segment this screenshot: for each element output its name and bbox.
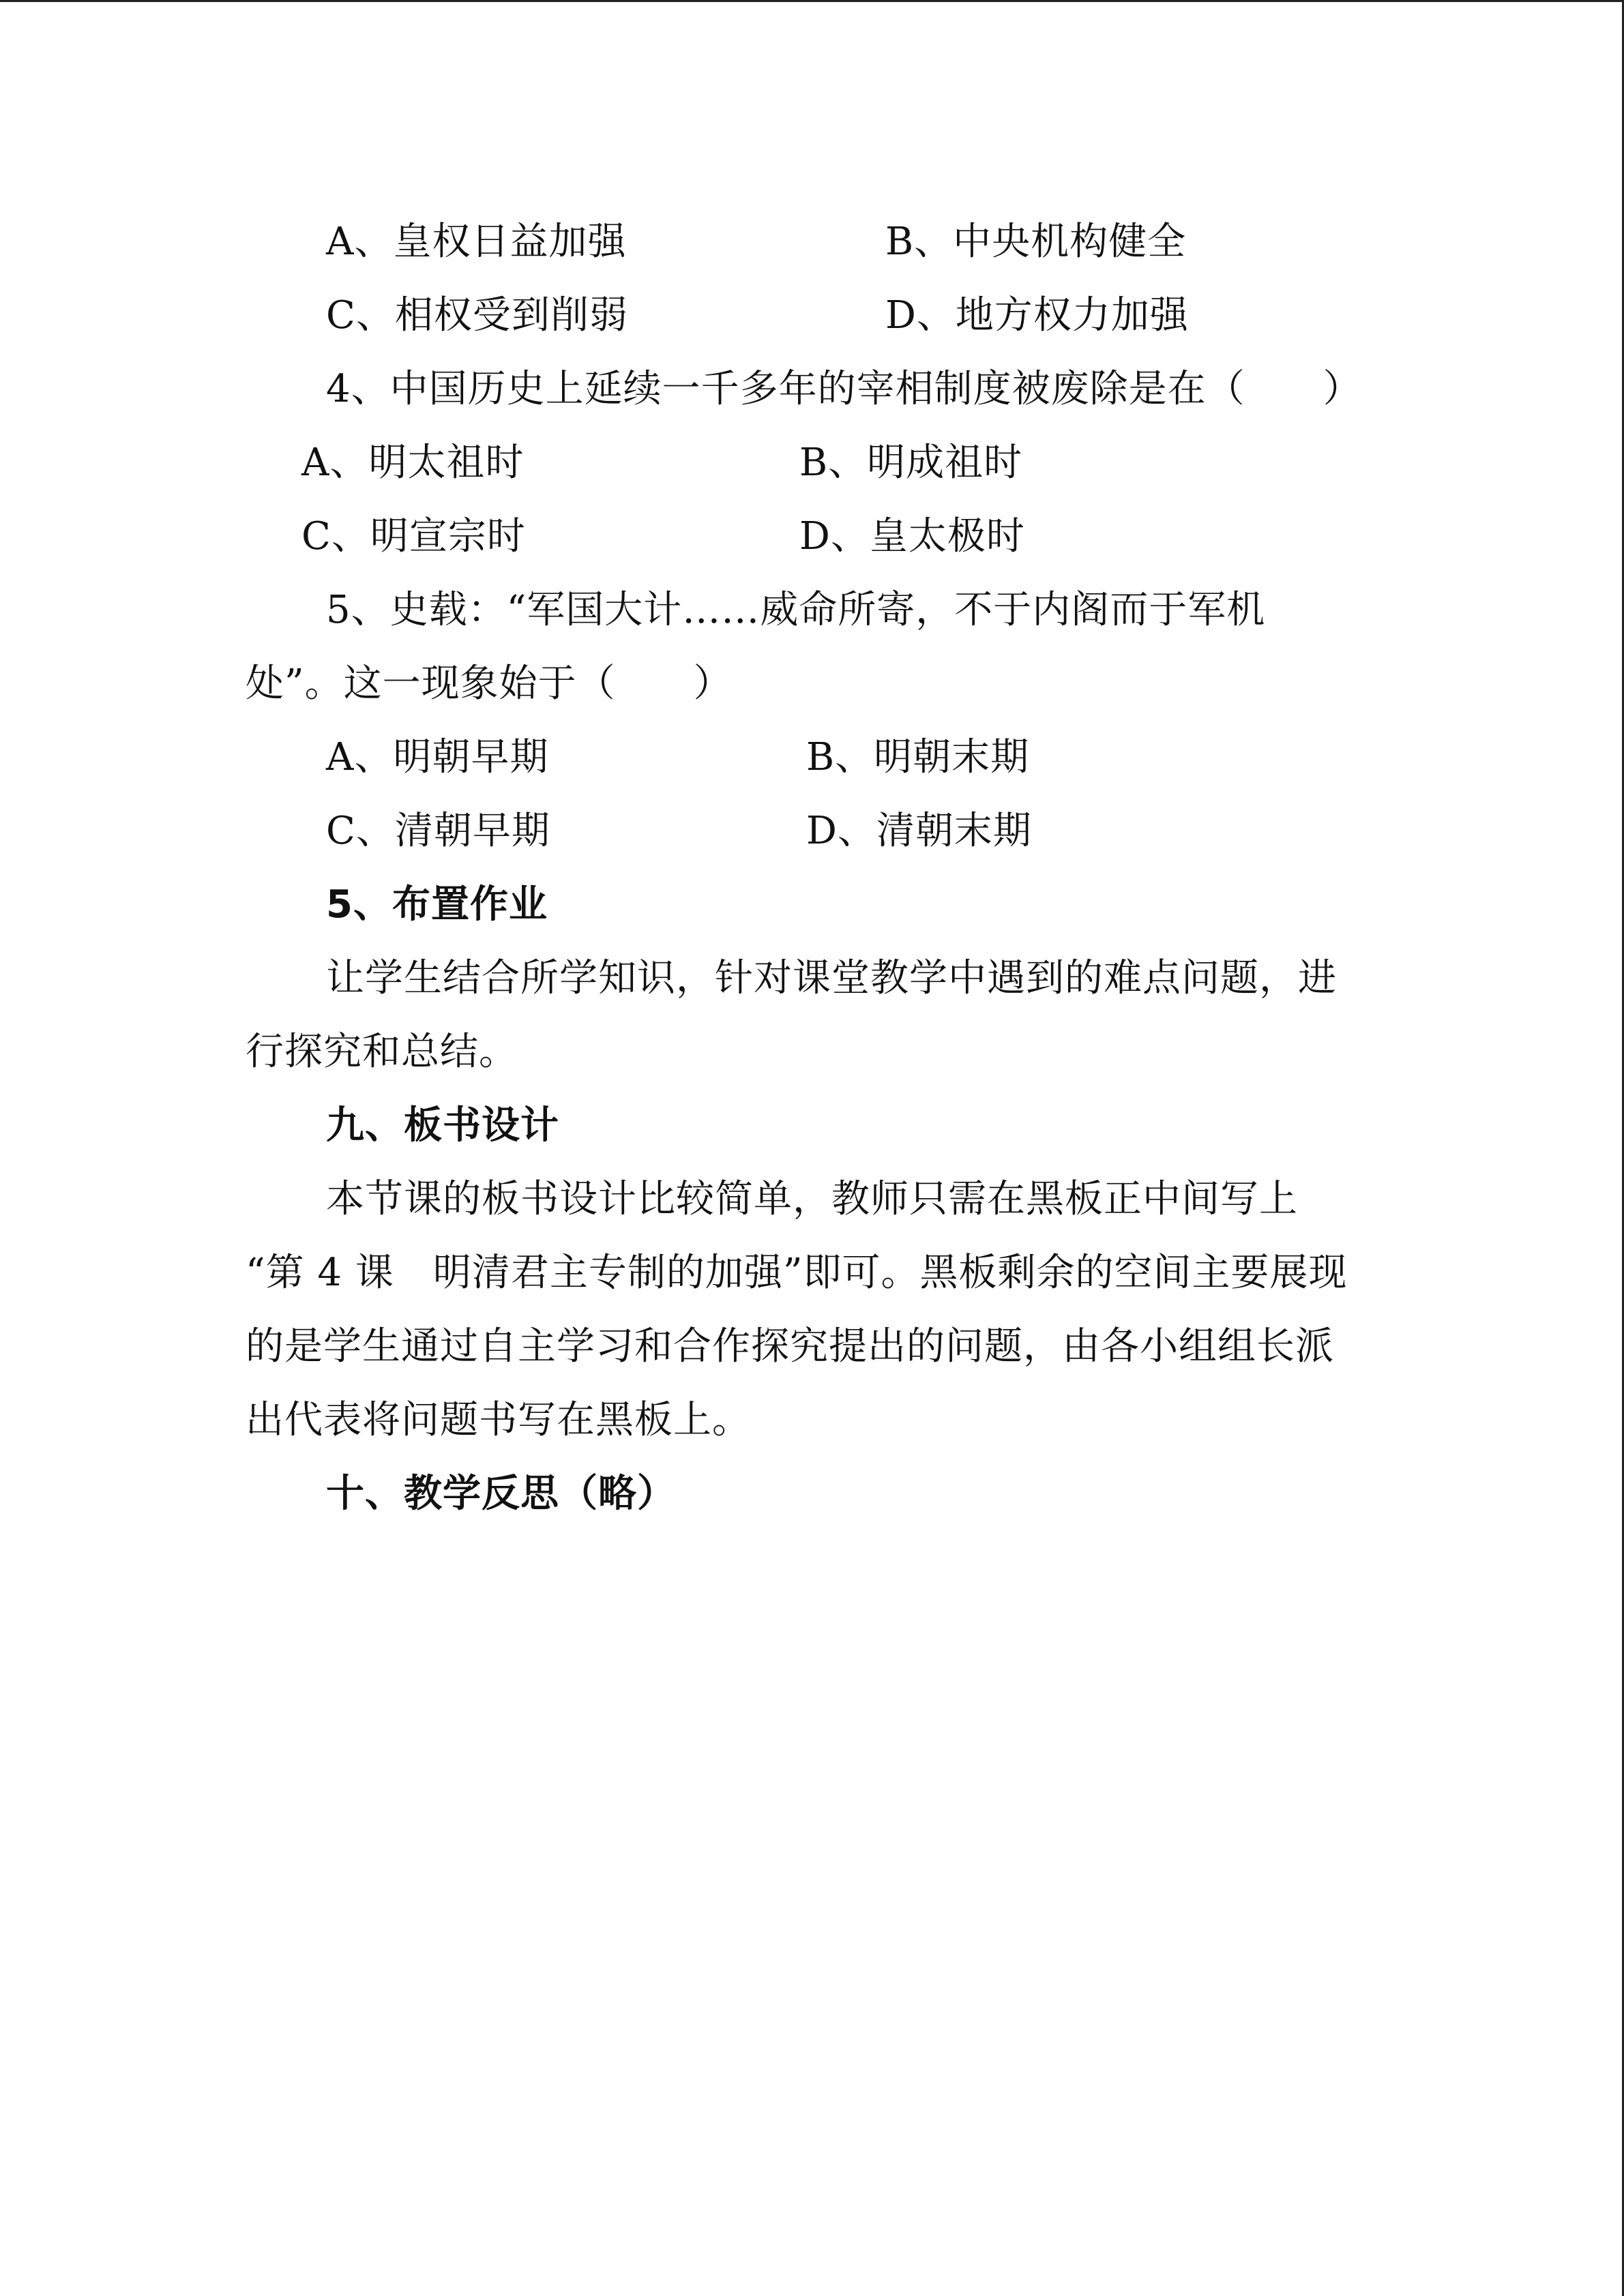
- q5-question-line-2: 处”。这一现象始于（ ）: [246, 661, 733, 706]
- board-design-line-2: “第 4 课 明清君主专制的加强”即可。黑板剩余的空间主要展现: [246, 1251, 1348, 1295]
- q5-option-b: B、明朝末期: [806, 735, 1030, 779]
- q3-option-d: D、地方权力加强: [885, 293, 1189, 338]
- q5-option-c: C、清朝早期: [326, 809, 550, 853]
- homework-paragraph-line-1: 让学生结合所学知识，针对课堂教学中遇到的难点问题，进: [326, 956, 1337, 1000]
- board-design-heading: 九、板书设计: [326, 1103, 559, 1148]
- reflection-heading: 十、教学反思（略）: [326, 1472, 676, 1516]
- board-design-line-1: 本节课的板书设计比较简单，教师只需在黑板正中间写上: [326, 1177, 1298, 1221]
- q4-option-a: A、明太祖时: [301, 441, 525, 485]
- q5-option-a: A、明朝早期: [326, 735, 549, 779]
- board-design-line-4: 出代表将问题书写在黑板上。: [246, 1398, 751, 1442]
- q3-option-a: A、皇权日益加强: [326, 220, 627, 264]
- q3-option-c: C、相权受到削弱: [326, 293, 628, 338]
- homework-heading: 5、布置作业: [326, 882, 548, 927]
- q4-option-c: C、明宣宗时: [301, 514, 526, 558]
- q5-question-line-1: 5、史载：“军国大计……威命所寄，不于内阁而于军机: [326, 588, 1266, 632]
- board-design-line-3: 的是学生通过自主学习和合作探究提出的问题，由各小组组长派: [246, 1324, 1334, 1369]
- q4-option-b: B、明成祖时: [799, 441, 1023, 485]
- q4-option-d: D、皇太极时: [799, 514, 1025, 558]
- q5-option-d: D、清朝末期: [806, 809, 1032, 853]
- q4-question: 4、中国历史上延续一千多年的宰相制度被废除是在（ ）: [326, 367, 1362, 411]
- q3-option-b: B、中央机构健全: [885, 220, 1187, 264]
- homework-paragraph-line-2: 行探究和总结。: [246, 1030, 518, 1074]
